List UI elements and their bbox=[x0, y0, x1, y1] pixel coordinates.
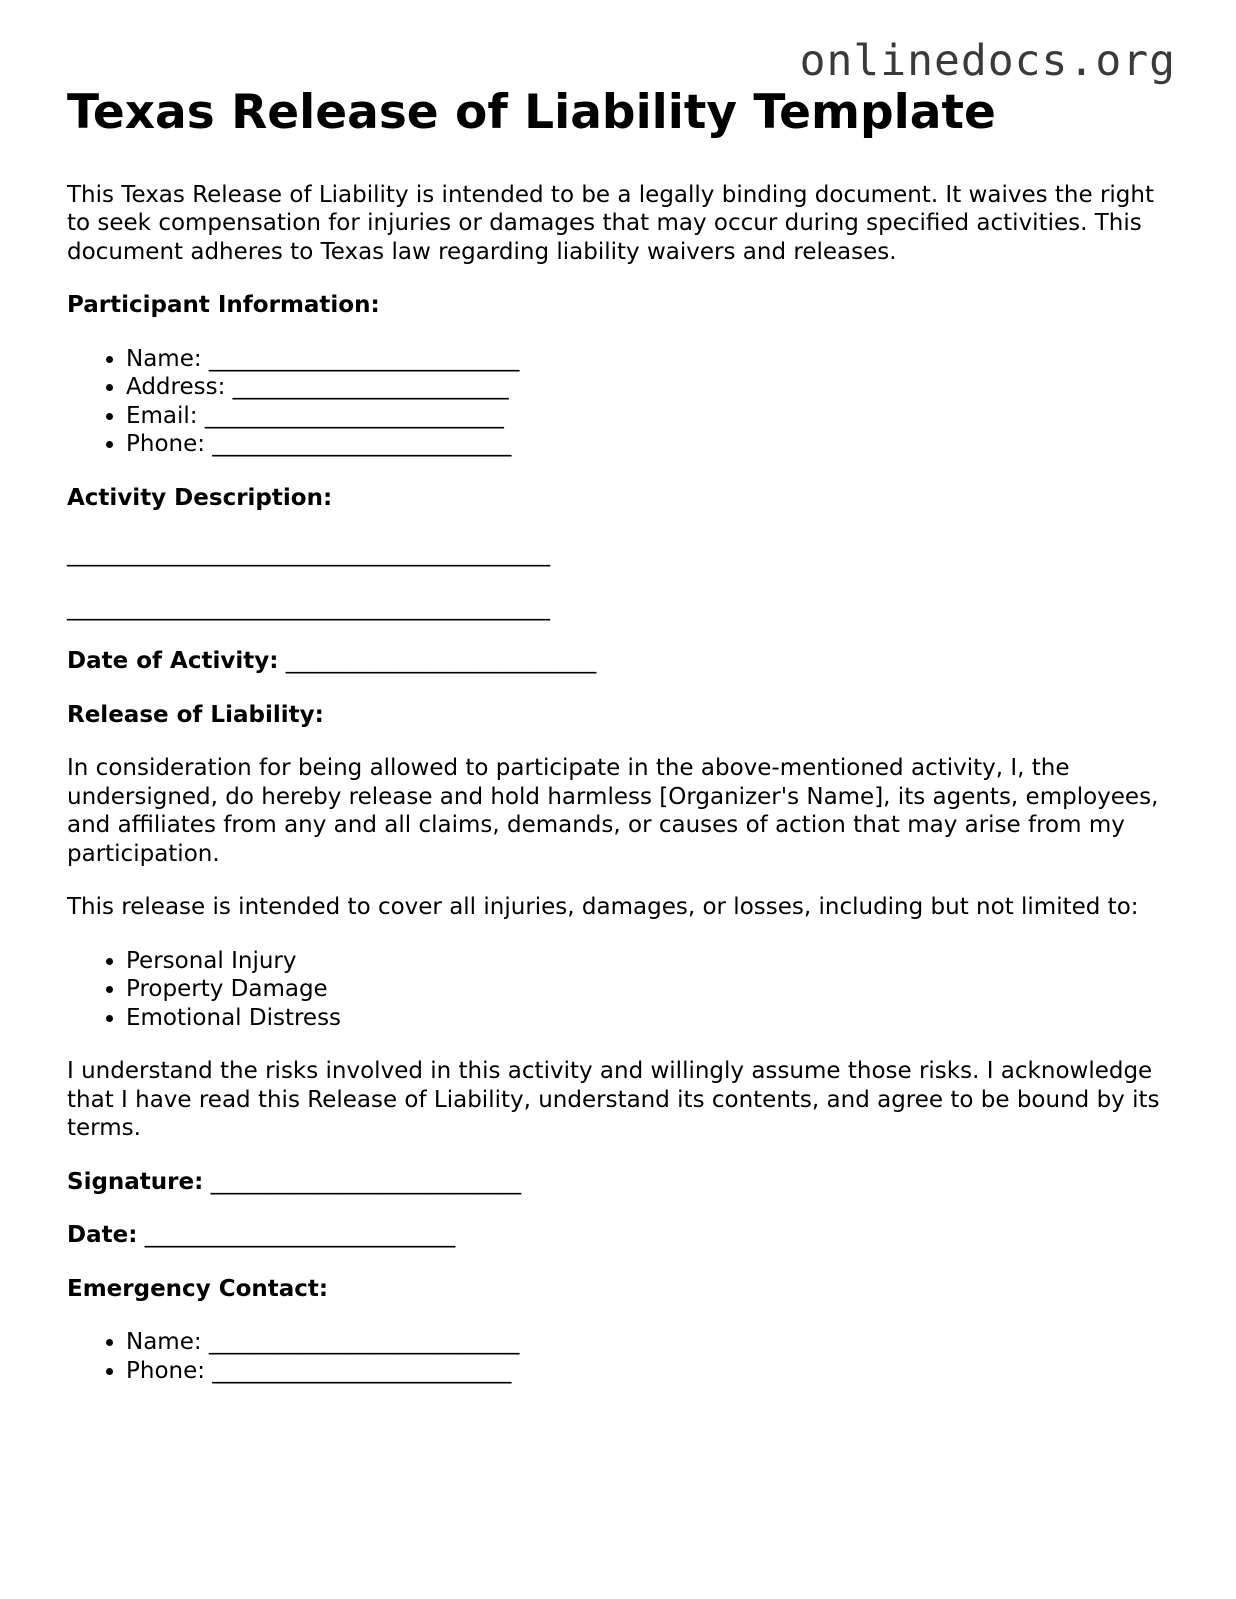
date-field[interactable] bbox=[67, 1221, 1177, 1250]
date-blank[interactable]: ___________________________ bbox=[144, 1222, 456, 1249]
release-paragraph-2: This release is intended to cover all injuries, damages, or losses, including but not limited to: bbox=[67, 894, 1139, 921]
emergency-name-field[interactable]: • Name: ___________________________ bbox=[126, 1328, 1177, 1357]
list-item: • Emotional Distress bbox=[126, 1004, 1177, 1033]
activity-heading: Activity Description: bbox=[67, 484, 333, 511]
participant-email-blank[interactable]: __________________________ bbox=[204, 402, 504, 429]
participant-address-field[interactable]: • Address: ________________________ bbox=[126, 373, 1177, 402]
signature-blank[interactable]: ___________________________ bbox=[210, 1168, 522, 1195]
date-label: Date: bbox=[67, 1222, 138, 1249]
release-paragraph-1: In consideration for being allowed to participate in the above-mentioned activity, I, the undersigned, do hereby release and hold harmless [Organizer's Name], its agents, employees, and affiliates from any and all claims, demands, or causes of action that may arise from my participation. bbox=[67, 755, 1159, 867]
watermark: onlinedocs.org bbox=[799, 36, 1176, 86]
participant-fields-list bbox=[67, 345, 1177, 459]
activity-description-line-1[interactable]: __________________________________________ bbox=[67, 541, 550, 568]
document-page bbox=[67, 84, 1177, 1410]
release-heading: Release of Liability: bbox=[67, 701, 324, 728]
participant-phone-blank[interactable]: __________________________ bbox=[212, 431, 512, 458]
covered-losses-list bbox=[67, 947, 1177, 1033]
emergency-name-blank[interactable]: ___________________________ bbox=[208, 1329, 520, 1356]
date-of-activity-field[interactable] bbox=[67, 647, 1177, 676]
activity-description-line-2[interactable]: __________________________________________ bbox=[67, 594, 550, 621]
participant-name-field[interactable]: • Name: ___________________________ bbox=[126, 345, 1177, 374]
list-item: • Personal Injury bbox=[126, 947, 1177, 976]
date-of-activity-label: Date of Activity: bbox=[67, 648, 279, 675]
participant-address-blank[interactable]: ________________________ bbox=[232, 374, 509, 401]
release-paragraph-3: I understand the risks involved in this activity and willingly assume those risks. I acknowledge that I have read this Release of Liability, understand its contents, and agree to be bound by its terms. bbox=[67, 1058, 1160, 1142]
participant-heading: Participant Information: bbox=[67, 292, 380, 319]
page-title: Texas Release of Liability Template bbox=[67, 85, 996, 140]
participant-phone-field[interactable]: • Phone: __________________________ bbox=[126, 430, 1177, 459]
date-of-activity-blank[interactable]: ___________________________ bbox=[285, 648, 597, 675]
signature-field[interactable] bbox=[67, 1168, 1177, 1197]
participant-name-blank[interactable]: ___________________________ bbox=[208, 345, 520, 372]
emergency-phone-field[interactable]: • Phone: __________________________ bbox=[126, 1357, 1177, 1386]
intro-paragraph: This Texas Release of Liability is intended to be a legally binding document. It waives the right to seek compensation for injuries or damages that may occur during specified activities. This document adheres to Texas law regarding liability waivers and releases. bbox=[67, 181, 1154, 265]
emergency-phone-blank[interactable]: __________________________ bbox=[212, 1357, 512, 1384]
participant-email-field[interactable]: • Email: __________________________ bbox=[126, 402, 1177, 431]
emergency-contact-heading: Emergency Contact: bbox=[67, 1275, 329, 1302]
signature-label: Signature: bbox=[67, 1168, 204, 1195]
list-item: • Property Damage bbox=[126, 975, 1177, 1004]
emergency-fields-list bbox=[67, 1328, 1177, 1385]
